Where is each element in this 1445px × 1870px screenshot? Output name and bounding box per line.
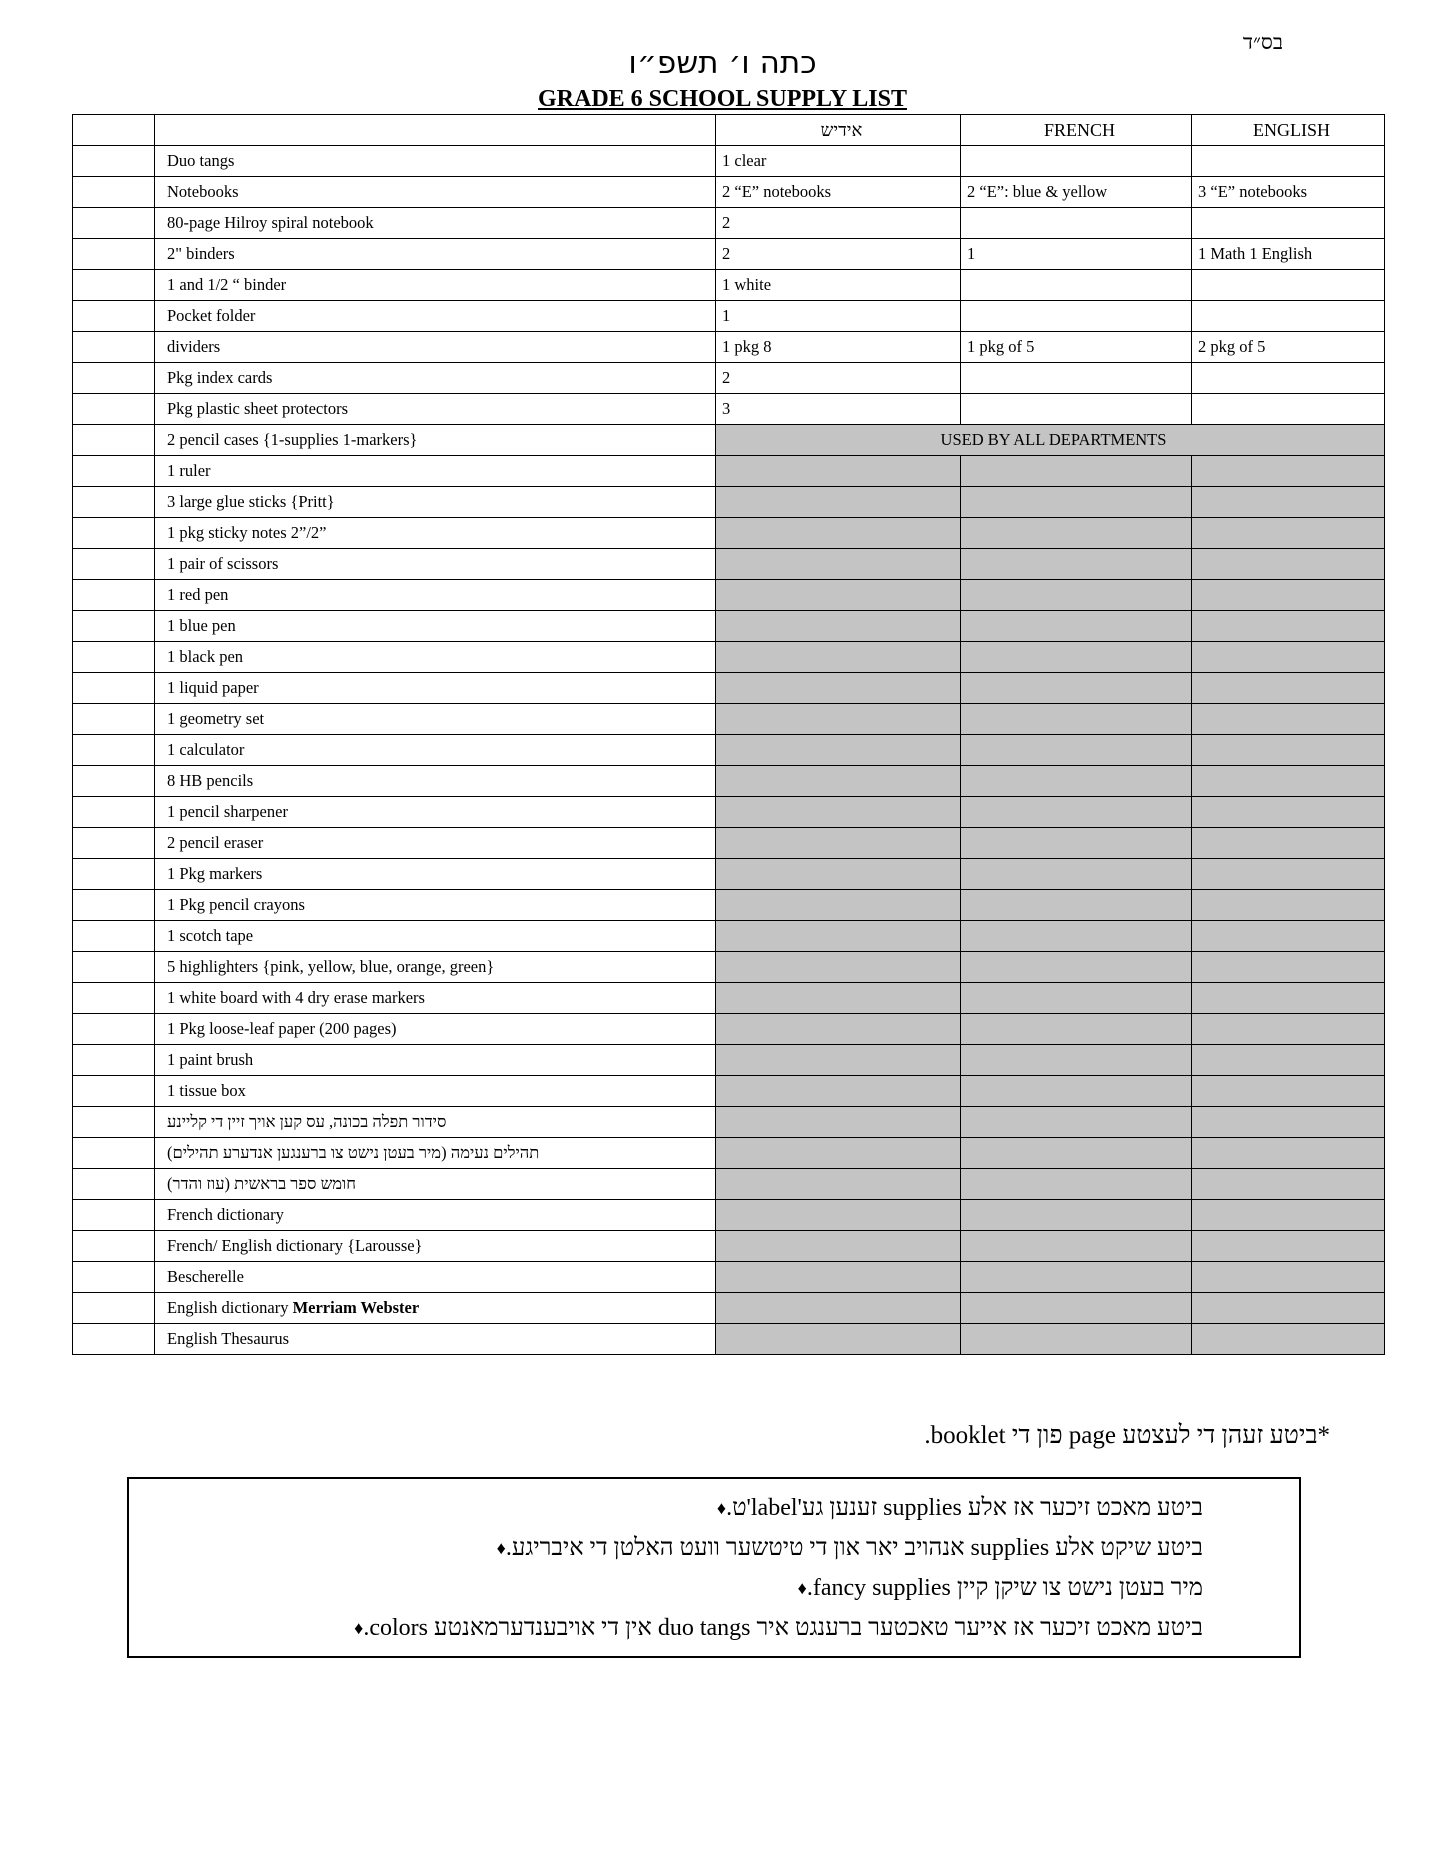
row-number-cell xyxy=(73,1293,155,1324)
row-number-cell xyxy=(73,487,155,518)
row-number-cell xyxy=(73,239,155,270)
item-cell: 1 scotch tape xyxy=(155,921,716,952)
bullet-item xyxy=(697,1495,1203,1522)
item-cell: Duo tangs xyxy=(155,146,716,177)
row-number-cell xyxy=(73,1169,155,1200)
french-cell: 1 xyxy=(961,239,1192,270)
row-number-cell xyxy=(73,704,155,735)
header-english: ENGLISH xyxy=(1192,115,1385,146)
item-prefix: English dictionary xyxy=(167,1298,293,1317)
header-cell-item xyxy=(155,115,716,146)
table-row xyxy=(73,301,1385,332)
item-cell: 1 blue pen xyxy=(155,611,716,642)
french-shaded-cell xyxy=(961,456,1192,487)
item-cell: Bescherelle xyxy=(155,1262,716,1293)
yiddish-shaded-cell xyxy=(716,642,961,673)
item-cell: 1 Pkg pencil crayons xyxy=(155,890,716,921)
yiddish-shaded-cell xyxy=(716,890,961,921)
english-shaded-cell xyxy=(1192,673,1385,704)
table-row xyxy=(73,270,1385,301)
item-cell: Pkg plastic sheet protectors xyxy=(155,394,716,425)
table-row xyxy=(73,239,1385,270)
yiddish-cell: 2 xyxy=(716,239,961,270)
item-cell: dividers xyxy=(155,332,716,363)
english-shaded-cell xyxy=(1192,1262,1385,1293)
english-shaded-cell xyxy=(1192,859,1385,890)
supply-table xyxy=(72,114,1385,1355)
english-shaded-cell xyxy=(1192,487,1385,518)
english-cell xyxy=(1192,363,1385,394)
table-row xyxy=(73,1324,1385,1355)
table-row xyxy=(73,1231,1385,1262)
french-shaded-cell xyxy=(961,642,1192,673)
row-number-cell xyxy=(73,1138,155,1169)
item-cell: 2 pencil eraser xyxy=(155,828,716,859)
row-number-cell xyxy=(73,580,155,611)
french-cell: 2 “E”: blue & yellow xyxy=(961,177,1192,208)
item-cell: 1 Pkg loose-leaf paper (200 pages) xyxy=(155,1014,716,1045)
table-row xyxy=(73,797,1385,828)
french-cell xyxy=(961,208,1192,239)
french-shaded-cell xyxy=(961,1045,1192,1076)
row-number-cell xyxy=(73,332,155,363)
french-shaded-cell xyxy=(961,549,1192,580)
item-cell: 1 tissue box xyxy=(155,1076,716,1107)
yiddish-shaded-cell xyxy=(716,828,961,859)
item-cell: Pkg index cards xyxy=(155,363,716,394)
english-shaded-cell xyxy=(1192,1014,1385,1045)
item-cell: 1 Pkg markers xyxy=(155,859,716,890)
french-shaded-cell xyxy=(961,735,1192,766)
item-cell: 1 pkg sticky notes 2”/2” xyxy=(155,518,716,549)
row-number-cell xyxy=(73,890,155,921)
english-shaded-cell xyxy=(1192,828,1385,859)
bullet-text: ביטע מאכט זיכער אז אלע supplies זענען גע'label'ט. xyxy=(726,1495,1203,1521)
yiddish-shaded-cell xyxy=(716,983,961,1014)
yiddish-shaded-cell xyxy=(716,766,961,797)
yiddish-shaded-cell xyxy=(716,673,961,704)
table-row xyxy=(73,177,1385,208)
yiddish-shaded-cell xyxy=(716,518,961,549)
table-row xyxy=(73,332,1385,363)
french-shaded-cell xyxy=(961,797,1192,828)
item-cell: 5 highlighters {pink, yellow, blue, orange, green} xyxy=(155,952,716,983)
french-shaded-cell xyxy=(961,487,1192,518)
french-shaded-cell xyxy=(961,1138,1192,1169)
french-cell xyxy=(961,270,1192,301)
yiddish-shaded-cell xyxy=(716,1138,961,1169)
yiddish-shaded-cell xyxy=(716,611,961,642)
row-number-cell xyxy=(73,208,155,239)
row-number-cell xyxy=(73,1262,155,1293)
french-shaded-cell xyxy=(961,1169,1192,1200)
item-cell: 1 ruler xyxy=(155,456,716,487)
english-shaded-cell xyxy=(1192,642,1385,673)
row-number-cell xyxy=(73,1014,155,1045)
item-cell: תהילים נעימה (מיר בעטן נישט צו ברענגען אנדערע תהילים) xyxy=(155,1138,716,1169)
shared-departments-label: USED BY ALL DEPARTMENTS xyxy=(716,425,1385,456)
french-shaded-cell xyxy=(961,1107,1192,1138)
english-shaded-cell xyxy=(1192,766,1385,797)
item-cell: 8 HB pencils xyxy=(155,766,716,797)
table-row xyxy=(73,1076,1385,1107)
row-number-cell xyxy=(73,394,155,425)
table-row xyxy=(73,983,1385,1014)
row-number-cell xyxy=(73,1324,155,1355)
item-cell: Pocket folder xyxy=(155,301,716,332)
french-shaded-cell xyxy=(961,518,1192,549)
row-number-cell xyxy=(73,952,155,983)
row-number-cell xyxy=(73,425,155,456)
item-cell: 80-page Hilroy spiral notebook xyxy=(155,208,716,239)
item-cell: English Thesaurus xyxy=(155,1324,716,1355)
bullet-item xyxy=(778,1575,1203,1602)
header-cell-blank xyxy=(73,115,155,146)
row-number-cell xyxy=(73,146,155,177)
yiddish-shaded-cell xyxy=(716,704,961,735)
english-cell xyxy=(1192,208,1385,239)
table-row xyxy=(73,394,1385,425)
french-shaded-cell xyxy=(961,1231,1192,1262)
yiddish-shaded-cell xyxy=(716,952,961,983)
french-shaded-cell xyxy=(961,1200,1192,1231)
booklet-note: *ביטע זעהן די לעצטע page פון די booklet. xyxy=(924,1422,1330,1449)
table-row xyxy=(73,828,1385,859)
table-row xyxy=(73,456,1385,487)
table-row xyxy=(73,735,1385,766)
instructions-box xyxy=(127,1477,1301,1658)
yiddish-cell: 1 xyxy=(716,301,961,332)
item-cell: 2 pencil cases {1-supplies 1-markers} xyxy=(155,425,716,456)
item-cell: 1 calculator xyxy=(155,735,716,766)
english-cell xyxy=(1192,146,1385,177)
row-number-cell xyxy=(73,549,155,580)
table-row xyxy=(73,1169,1385,1200)
header-row xyxy=(73,115,1385,146)
yiddish-shaded-cell xyxy=(716,1293,961,1324)
english-cell xyxy=(1192,301,1385,332)
table-row xyxy=(73,487,1385,518)
english-shaded-cell xyxy=(1192,1169,1385,1200)
yiddish-shaded-cell xyxy=(716,487,961,518)
english-shaded-cell xyxy=(1192,580,1385,611)
page-title: GRADE 6 SCHOOL SUPPLY LIST xyxy=(538,86,907,112)
corner-text: בס״ד xyxy=(1242,30,1283,54)
header-french: FRENCH xyxy=(961,115,1192,146)
table-row xyxy=(73,952,1385,983)
table-row xyxy=(73,642,1385,673)
yiddish-cell: 2 xyxy=(716,363,961,394)
english-shaded-cell xyxy=(1192,1293,1385,1324)
english-cell: 3 “E” notebooks xyxy=(1192,177,1385,208)
table-row xyxy=(73,363,1385,394)
item-cell: 2" binders xyxy=(155,239,716,270)
row-number-cell xyxy=(73,177,155,208)
table-row xyxy=(73,1293,1385,1324)
item-cell: 1 pencil sharpener xyxy=(155,797,716,828)
english-shaded-cell xyxy=(1192,890,1385,921)
french-shaded-cell xyxy=(961,1014,1192,1045)
row-number-cell xyxy=(73,859,155,890)
item-bold-text: Merriam Webster xyxy=(292,1298,420,1317)
table-row xyxy=(73,146,1385,177)
row-number-cell xyxy=(73,828,155,859)
table-row xyxy=(73,549,1385,580)
table-row xyxy=(73,766,1385,797)
french-shaded-cell xyxy=(961,983,1192,1014)
english-cell xyxy=(1192,394,1385,425)
table-row xyxy=(73,208,1385,239)
english-shaded-cell xyxy=(1192,1231,1385,1262)
item-cell: 1 red pen xyxy=(155,580,716,611)
row-number-cell xyxy=(73,735,155,766)
yiddish-cell: 1 pkg 8 xyxy=(716,332,961,363)
english-shaded-cell xyxy=(1192,952,1385,983)
yiddish-cell: 2 xyxy=(716,208,961,239)
english-shaded-cell xyxy=(1192,983,1385,1014)
diamond-bullet-icon: ♦ xyxy=(797,1578,807,1598)
table-row xyxy=(73,1200,1385,1231)
item-cell: חומש ספר בראשית (עוז והדר) xyxy=(155,1169,716,1200)
french-shaded-cell xyxy=(961,611,1192,642)
table-row xyxy=(73,1138,1385,1169)
french-cell xyxy=(961,394,1192,425)
english-cell: 1 Math 1 English xyxy=(1192,239,1385,270)
english-shaded-cell xyxy=(1192,797,1385,828)
yiddish-shaded-cell xyxy=(716,1231,961,1262)
row-number-cell xyxy=(73,1107,155,1138)
bullet-text: ביטע מאכט זיכער אז אייער טאכטער ברענגט איר duo tangs אין די אויבענדערמאנטע colors. xyxy=(363,1615,1203,1641)
table-row xyxy=(73,1107,1385,1138)
diamond-bullet-icon: ♦ xyxy=(354,1618,364,1638)
english-shaded-cell xyxy=(1192,611,1385,642)
yiddish-shaded-cell xyxy=(716,921,961,952)
english-shaded-cell xyxy=(1192,518,1385,549)
yiddish-shaded-cell xyxy=(716,859,961,890)
row-number-cell xyxy=(73,363,155,394)
yiddish-shaded-cell xyxy=(716,1076,961,1107)
table-row xyxy=(73,1045,1385,1076)
table-row xyxy=(73,890,1385,921)
french-cell: 1 pkg of 5 xyxy=(961,332,1192,363)
table-row xyxy=(73,425,1385,456)
yiddish-shaded-cell xyxy=(716,1324,961,1355)
english-shaded-cell xyxy=(1192,549,1385,580)
yiddish-shaded-cell xyxy=(716,1200,961,1231)
french-shaded-cell xyxy=(961,1324,1192,1355)
french-cell xyxy=(961,301,1192,332)
yiddish-cell: 3 xyxy=(716,394,961,425)
item-cell: French dictionary xyxy=(155,1200,716,1231)
yiddish-shaded-cell xyxy=(716,1045,961,1076)
item-cell: 1 liquid paper xyxy=(155,673,716,704)
yiddish-cell: 2 “E” notebooks xyxy=(716,177,961,208)
french-shaded-cell xyxy=(961,921,1192,952)
english-shaded-cell xyxy=(1192,1200,1385,1231)
english-shaded-cell xyxy=(1192,921,1385,952)
row-number-cell xyxy=(73,456,155,487)
french-cell xyxy=(961,363,1192,394)
english-shaded-cell xyxy=(1192,1076,1385,1107)
english-shaded-cell xyxy=(1192,735,1385,766)
yiddish-shaded-cell xyxy=(716,735,961,766)
table-row xyxy=(73,859,1385,890)
french-shaded-cell xyxy=(961,952,1192,983)
table-row xyxy=(73,1014,1385,1045)
item-cell: 1 pair of scissors xyxy=(155,549,716,580)
english-shaded-cell xyxy=(1192,1107,1385,1138)
item-cell: סידור תפלה בכונה, עס קען אויך זיין די קליינע xyxy=(155,1107,716,1138)
french-shaded-cell xyxy=(961,828,1192,859)
yiddish-shaded-cell xyxy=(716,456,961,487)
row-number-cell xyxy=(73,1200,155,1231)
table-row xyxy=(73,673,1385,704)
yiddish-shaded-cell xyxy=(716,549,961,580)
diamond-bullet-icon: ♦ xyxy=(496,1538,506,1558)
row-number-cell xyxy=(73,518,155,549)
french-shaded-cell xyxy=(961,1293,1192,1324)
yiddish-shaded-cell xyxy=(716,1107,961,1138)
yiddish-shaded-cell xyxy=(716,797,961,828)
bullet-item xyxy=(477,1535,1203,1562)
french-shaded-cell xyxy=(961,580,1192,611)
english-cell: 2 pkg of 5 xyxy=(1192,332,1385,363)
diamond-bullet-icon: ♦ xyxy=(716,1498,727,1518)
bullet-text: מיר בעטן נישט צו שיקן קיין fancy supplies. xyxy=(806,1575,1203,1601)
row-number-cell xyxy=(73,301,155,332)
item-cell xyxy=(155,1293,716,1324)
french-shaded-cell xyxy=(961,890,1192,921)
french-shaded-cell xyxy=(961,704,1192,735)
row-number-cell xyxy=(73,797,155,828)
row-number-cell xyxy=(73,1045,155,1076)
french-shaded-cell xyxy=(961,859,1192,890)
row-number-cell xyxy=(73,270,155,301)
yiddish-shaded-cell xyxy=(716,1262,961,1293)
table-row xyxy=(73,921,1385,952)
english-shaded-cell xyxy=(1192,1045,1385,1076)
row-number-cell xyxy=(73,642,155,673)
english-shaded-cell xyxy=(1192,1138,1385,1169)
item-cell: 1 paint brush xyxy=(155,1045,716,1076)
item-cell: Notebooks xyxy=(155,177,716,208)
table-row xyxy=(73,580,1385,611)
item-cell: 1 geometry set xyxy=(155,704,716,735)
table-row xyxy=(73,611,1385,642)
english-cell xyxy=(1192,270,1385,301)
bullet-item xyxy=(334,1615,1203,1642)
item-cell: 1 white board with 4 dry erase markers xyxy=(155,983,716,1014)
table-row xyxy=(73,518,1385,549)
row-number-cell xyxy=(73,1076,155,1107)
table-row xyxy=(73,1262,1385,1293)
french-shaded-cell xyxy=(961,766,1192,797)
yiddish-cell: 1 white xyxy=(716,270,961,301)
item-cell: French/ English dictionary {Larousse} xyxy=(155,1231,716,1262)
english-shaded-cell xyxy=(1192,1324,1385,1355)
english-shaded-cell xyxy=(1192,456,1385,487)
row-number-cell xyxy=(73,611,155,642)
row-number-cell xyxy=(73,921,155,952)
yiddish-shaded-cell xyxy=(716,1169,961,1200)
item-cell: 1 and 1/2 “ binder xyxy=(155,270,716,301)
english-shaded-cell xyxy=(1192,704,1385,735)
row-number-cell xyxy=(73,766,155,797)
french-shaded-cell xyxy=(961,1262,1192,1293)
row-number-cell xyxy=(73,983,155,1014)
french-cell xyxy=(961,146,1192,177)
item-cell: 3 large glue sticks {Pritt} xyxy=(155,487,716,518)
hebrew-title: כתה ו׳ תשפ״ו xyxy=(628,45,817,81)
yiddish-shaded-cell xyxy=(716,1014,961,1045)
french-shaded-cell xyxy=(961,1076,1192,1107)
header-yiddish: אידיש xyxy=(716,115,961,146)
yiddish-shaded-cell xyxy=(716,580,961,611)
bullet-text: ביטע שיקט אלע supplies אנהויב יאר און די טיטשער וועט האלטן די איבריגע. xyxy=(505,1535,1203,1561)
yiddish-cell: 1 clear xyxy=(716,146,961,177)
row-number-cell xyxy=(73,673,155,704)
row-number-cell xyxy=(73,1231,155,1262)
item-cell: 1 black pen xyxy=(155,642,716,673)
table-row xyxy=(73,704,1385,735)
french-shaded-cell xyxy=(961,673,1192,704)
